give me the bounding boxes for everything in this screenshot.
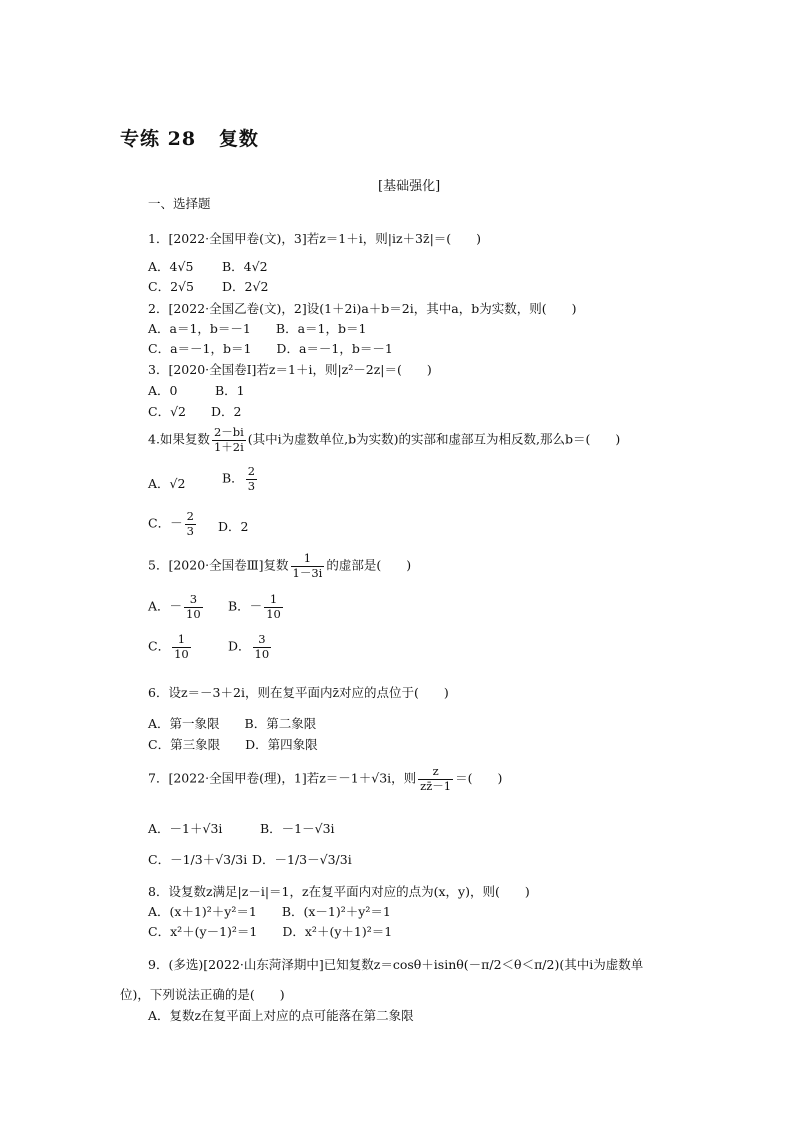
- q4-fraction: [212, 427, 246, 453]
- q1-option-a: A．4√5: [148, 259, 194, 274]
- title-number: 专练 28: [120, 128, 197, 150]
- q6-stem: 6．设z＝－3＋2i，则在复平面内z̄对应的点位于( ): [148, 685, 449, 700]
- q4-post: (其中i为虚数单位,b为实数)的实部和虚部互为相反数,那么b＝( ): [247, 431, 621, 447]
- q5-c-den: 10: [174, 646, 189, 661]
- q7-option-d: D．－1/3－√3/3i: [252, 852, 352, 867]
- q5-option-b: [228, 594, 285, 620]
- q7-stem: [148, 766, 502, 792]
- q9-stem-line2: 位)，下列说法正确的是( ): [120, 987, 285, 1002]
- q4-option-b-label: B．: [222, 470, 244, 486]
- section-heading: [基础强化]: [378, 179, 441, 194]
- page-title: [120, 124, 259, 151]
- q7-post: ＝( ): [455, 770, 503, 786]
- q5-c-fraction: [172, 634, 191, 660]
- q1-option-c: C．2√5: [148, 279, 194, 294]
- q4-option-a: A．√2: [148, 476, 186, 491]
- q5-d-num: 3: [253, 634, 272, 648]
- q5-d-den: 10: [254, 646, 270, 661]
- q5-d-label: D．: [228, 638, 251, 654]
- q5-a-num: 3: [184, 594, 203, 608]
- q5-b-den: 10: [266, 606, 281, 621]
- q5-a-den: 10: [186, 606, 201, 621]
- q5-b-label: B．－: [228, 598, 263, 614]
- q1-option-b: B．4√2: [222, 259, 268, 274]
- q4-b-den: 3: [247, 478, 256, 493]
- q7-numerator: z: [418, 766, 453, 780]
- q7-fraction: [418, 766, 453, 792]
- q9-post: (其中i为虚数单: [559, 957, 644, 972]
- q4-option-c-label: C．－: [148, 515, 183, 531]
- q5-option-d: [228, 634, 273, 660]
- q1-stem: 1．[2022·全国甲卷(文)，3]若z＝1＋i，则|iz＋3z̄|＝( ): [148, 231, 482, 246]
- q5-stem: [148, 553, 411, 579]
- q3-options-cd: C．√2 D．2: [148, 404, 242, 419]
- q1-option-d: D．2√2: [222, 279, 269, 294]
- q3-stem: 3．[2020·全国卷Ⅰ]若z＝1＋i，则|z²－2z|＝( ): [148, 362, 432, 377]
- q4-option-b-fraction: [246, 466, 257, 492]
- q5-numerator: 1: [291, 553, 325, 567]
- q4-numerator: 2－bi: [213, 425, 244, 439]
- q4-pre: 4.如果复数: [148, 431, 210, 447]
- q5-fraction: [291, 553, 325, 579]
- q5-c-num: 1: [172, 634, 191, 648]
- q4-stem: [148, 427, 620, 453]
- q4-b-num: 2: [247, 464, 256, 478]
- q4-option-d: D．2: [218, 519, 249, 534]
- q5-b-num: 1: [264, 594, 283, 608]
- q8-options-cd: C．x²＋(y－1)²＝1 D．x²＋(y＋1)²＝1: [148, 924, 393, 939]
- q4-option-b: [222, 466, 259, 492]
- q4-c-num: 2: [186, 509, 194, 523]
- title-name: 复数: [218, 128, 259, 150]
- q4-option-c-fraction: [185, 511, 196, 537]
- q5-denominator: 1－3i: [292, 565, 323, 580]
- q7-option-a: A．－1＋√3i: [148, 821, 223, 836]
- q9-condition: (－π/2＜θ＜π/2): [463, 957, 560, 972]
- q7-option-c: C．－1/3＋√3/3i: [148, 852, 248, 867]
- q5-d-fraction: [253, 634, 272, 660]
- q4-c-den: 3: [186, 523, 194, 538]
- q7-denominator: zz̄－1: [420, 778, 452, 793]
- q9-pre: 9．(多选)[2022·山东菏泽期中]已知复数z＝cosθ＋isinθ: [148, 957, 464, 972]
- q3-options-ab: A．0 B．1: [148, 383, 245, 398]
- q7-option-b: B．－1－√3i: [260, 821, 335, 836]
- q8-options-ab: A．(x＋1)²＋y²＝1 B．(x－1)²＋y²＝1: [148, 904, 391, 919]
- q5-b-fraction: [264, 594, 283, 620]
- q5-option-c: [148, 634, 193, 660]
- q4-denominator: 1＋2i: [213, 439, 244, 454]
- q5-a-label: A．－: [148, 598, 183, 614]
- q8-stem: 8．设复数z满足|z－i|＝1，z在复平面内对应的点为(x，y)，则( ): [148, 884, 530, 899]
- q4-option-c: [148, 511, 198, 537]
- q5-c-label: C．: [148, 638, 171, 654]
- part-heading: 一、选择题: [148, 196, 211, 211]
- q5-pre: 5．[2020·全国卷Ⅲ]复数: [148, 557, 289, 573]
- q9-stem: [148, 957, 643, 973]
- q2-stem: 2．[2022·全国乙卷(文)，2]设(1＋2i)a＋b＝2i，其中a，b为实数，则( ): [148, 301, 577, 316]
- q2-options-cd: C．a＝－1，b＝1 D．a＝－1，b＝－1: [148, 341, 393, 356]
- q5-option-a: [148, 594, 205, 620]
- q5-post: 的虚部是( ): [326, 557, 412, 573]
- q6-options-ab: A．第一象限 B．第二象限: [148, 716, 317, 731]
- q6-options-cd: C．第三象限 D．第四象限: [148, 737, 318, 752]
- q7-pre: 7．[2022·全国甲卷(理)，1]若z＝－1＋√3i，则: [148, 770, 417, 786]
- q9-option-a: A．复数z在复平面上对应的点可能落在第二象限: [148, 1008, 414, 1023]
- q2-options-ab: A．a＝1，b＝－1 B．a＝1，b＝1: [148, 321, 367, 336]
- q5-a-fraction: [184, 594, 203, 620]
